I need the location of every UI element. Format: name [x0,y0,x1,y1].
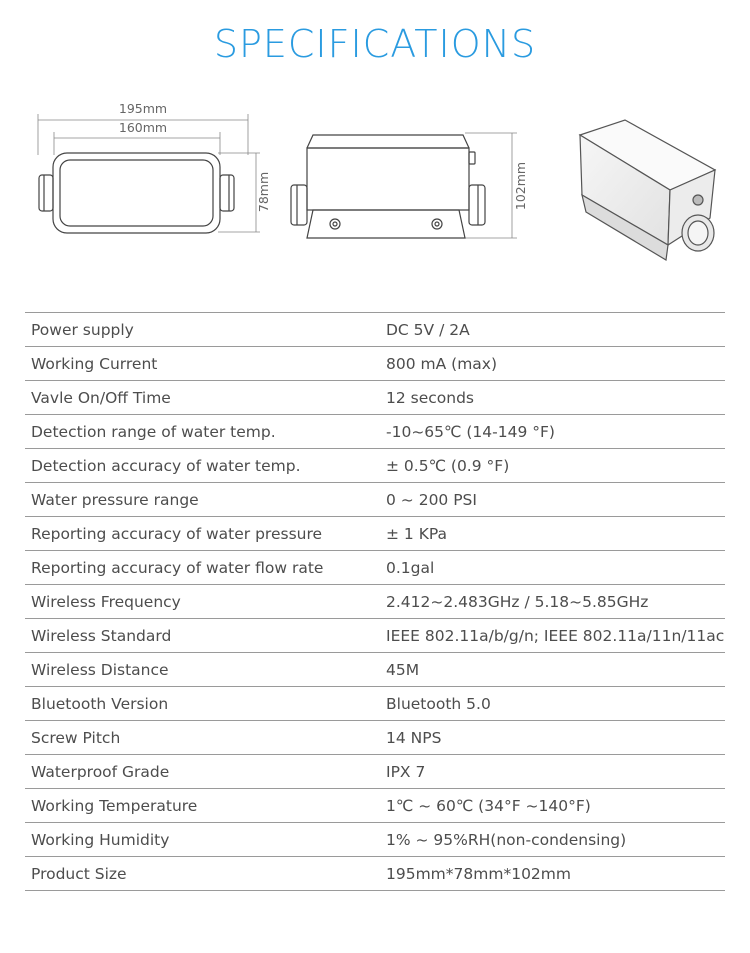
spec-label: Vavle On/Off Time [25,381,380,415]
spec-label: Working Temperature [25,789,380,823]
top-view-drawing [20,90,270,250]
spec-value: ± 0.5℃ (0.9 °F) [380,449,725,483]
spec-row [25,721,725,755]
width-label: 78mm [256,171,271,213]
spec-label: Bluetooth Version [25,687,380,721]
spec-label: Waterproof Grade [25,755,380,789]
overall-length-label: 195mm [118,101,168,116]
spec-value: IPX 7 [380,755,725,789]
product-drawings [0,90,750,300]
spec-label: Power supply [25,313,380,347]
spec-value: ± 1 KPa [380,517,725,551]
spec-row [25,313,725,347]
height-label: 102mm [513,161,528,211]
spec-row [25,789,725,823]
spec-row [25,483,725,517]
spec-row [25,381,725,415]
spec-row [25,347,725,381]
spec-row [25,653,725,687]
spec-value: 800 mA (max) [380,347,725,381]
spec-label: Wireless Standard [25,619,380,653]
spec-row [25,551,725,585]
spec-label: Detection accuracy of water temp. [25,449,380,483]
spec-value: 0 ~ 200 PSI [380,483,725,517]
spec-label: Detection range of water temp. [25,415,380,449]
spec-value: 14 NPS [380,721,725,755]
spec-row [25,823,725,857]
spec-value: IEEE 802.11a/b/g/n; IEEE 802.11a/11n/11ac [380,619,725,653]
spec-value: 0.1gal [380,551,725,585]
spec-value: 2.412~2.483GHz / 5.18~5.85GHz [380,585,725,619]
spec-label: Working Current [25,347,380,381]
side-view-drawing [285,90,535,250]
spec-row [25,449,725,483]
spec-value: 195mm*78mm*102mm [380,857,725,891]
spec-row [25,415,725,449]
spec-row [25,857,725,891]
spec-value: -10~65℃ (14-149 °F) [380,415,725,449]
spec-label: Screw Pitch [25,721,380,755]
spec-row [25,585,725,619]
body-length-label: 160mm [118,120,168,135]
spec-value: 1℃ ~ 60℃ (34°F ~140°F) [380,789,725,823]
spec-row [25,517,725,551]
page-title: SPECIFICATIONS [213,22,537,66]
spec-value: DC 5V / 2A [380,313,725,347]
spec-row [25,755,725,789]
spec-value: 12 seconds [380,381,725,415]
spec-value: 1% ~ 95%RH(non-condensing) [380,823,725,857]
spec-table [25,312,725,891]
spec-label: Reporting accuracy of water pressure [25,517,380,551]
spec-row [25,619,725,653]
spec-label: Wireless Frequency [25,585,380,619]
spec-label: Product Size [25,857,380,891]
spec-label: Working Humidity [25,823,380,857]
spec-label: Reporting accuracy of water flow rate [25,551,380,585]
spec-label: Water pressure range [25,483,380,517]
spec-row [25,687,725,721]
spec-value: Bluetooth 5.0 [380,687,725,721]
spec-label: Wireless Distance [25,653,380,687]
spec-value: 45M [380,653,725,687]
perspective-product-image [570,110,730,270]
